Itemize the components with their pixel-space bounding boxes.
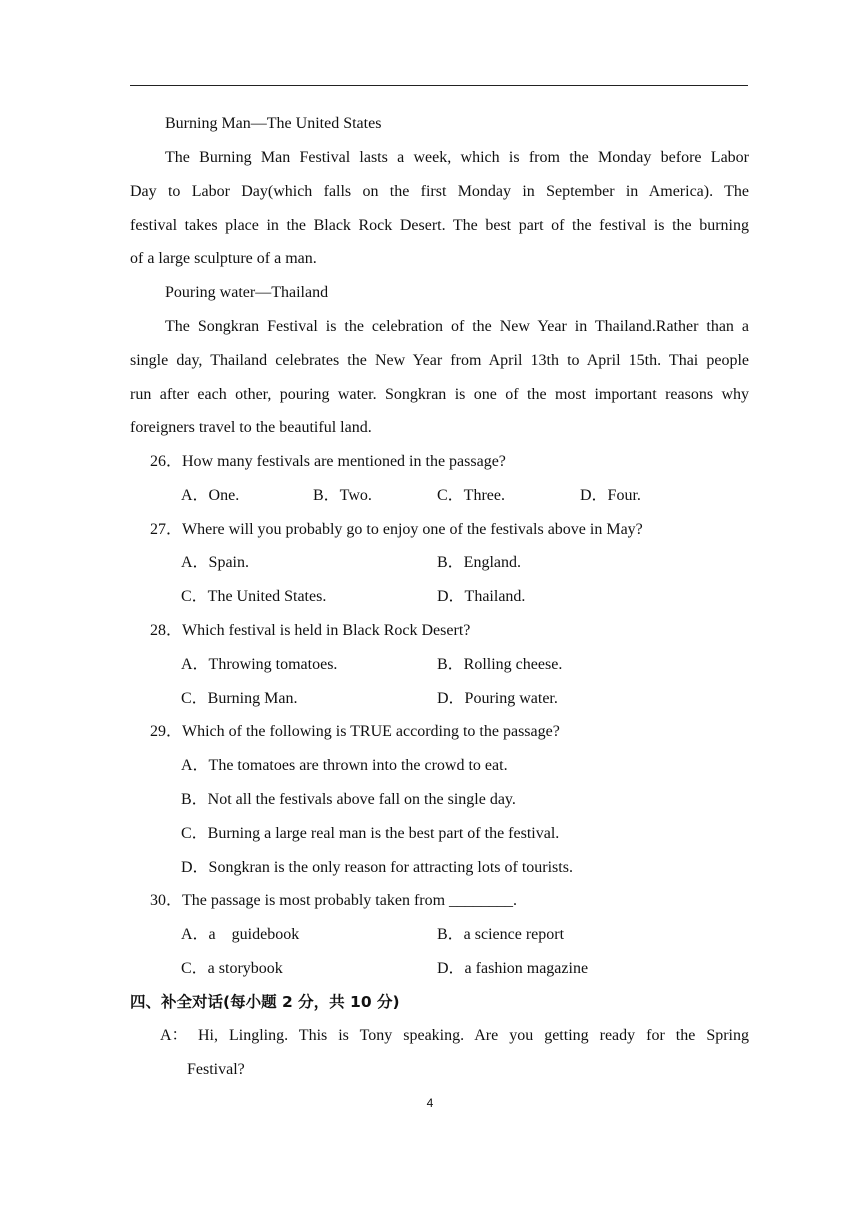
option-a: A．a guidebook [181, 926, 300, 943]
option-c: C．Three. [437, 487, 505, 504]
option-a: A．Throwing tomatoes. [181, 656, 338, 673]
question-29: 29．Which of the following is TRUE according to the passage? [150, 723, 560, 740]
paragraph-line: single day, Thailand celebrates the New Year from April 13th to April 15th. Thai people [130, 352, 749, 369]
option-d: D．a fashion magazine [437, 960, 589, 977]
option-d: D．Four. [580, 487, 641, 504]
dialogue-line: Hi, Lingling. This is Tony speaking. Are you getting ready for the Spring [198, 1027, 749, 1044]
option-b: B．Two. [313, 487, 372, 504]
paragraph-line: foreigners travel to the beautiful land. [130, 419, 372, 436]
question-30: 30．The passage is most probably taken from ________. [150, 892, 518, 909]
option-b: B．a science report [437, 926, 565, 943]
paragraph-line: The Songkran Festival is the celebration of the New Year in Thailand.Rather than a [165, 318, 749, 335]
paragraph-line: Day to Labor Day(which falls on the first Monday in September in America). The [130, 183, 749, 200]
option-a: A．One. [181, 487, 240, 504]
option-c: C．The United States. [181, 588, 327, 605]
option-c: C．a storybook [181, 960, 283, 977]
option-d: D．Songkran is the only reason for attracting lots of tourists. [181, 859, 573, 876]
option-a: A．The tomatoes are thrown into the crowd to eat. [181, 757, 508, 774]
option-b: B．Not all the festivals above fall on the single day. [181, 791, 516, 808]
paragraph-line: festival takes place in the Black Rock Desert. The best part of the festival is the burning [130, 217, 749, 234]
option-c: C．Burning Man. [181, 690, 298, 707]
paragraph-line: The Burning Man Festival lasts a week, which is from the Monday before Labor [165, 149, 749, 166]
option-d: D．Pouring water. [437, 690, 558, 707]
section-title: 四、补全对话(每小题 2 分，共 10 分) [130, 993, 400, 1011]
dialogue-line: Festival? [187, 1061, 245, 1078]
question-28: 28．Which festival is held in Black Rock Desert? [150, 622, 471, 639]
question-27: 27．Where will you probably go to enjoy one of the festivals above in May? [150, 521, 643, 538]
heading-burning-man: Burning Man—The United States [165, 115, 382, 132]
paragraph-line: of a large sculpture of a man. [130, 250, 317, 267]
page-number: 4 [426, 1096, 434, 1110]
option-b: B．England. [437, 554, 521, 571]
dialogue-speaker: A： [160, 1027, 188, 1044]
option-a: A．Spain. [181, 554, 250, 571]
heading-pouring-water: Pouring water—Thailand [165, 284, 329, 301]
question-26: 26．How many festivals are mentioned in the passage? [150, 453, 506, 470]
paragraph-line: run after each other, pouring water. Songkran is one of the most important reasons why [130, 386, 749, 403]
header-rule [130, 85, 748, 86]
option-d: D．Thailand. [437, 588, 526, 605]
option-b: B．Rolling cheese. [437, 656, 563, 673]
option-c: C．Burning a large real man is the best part of the festival. [181, 825, 560, 842]
